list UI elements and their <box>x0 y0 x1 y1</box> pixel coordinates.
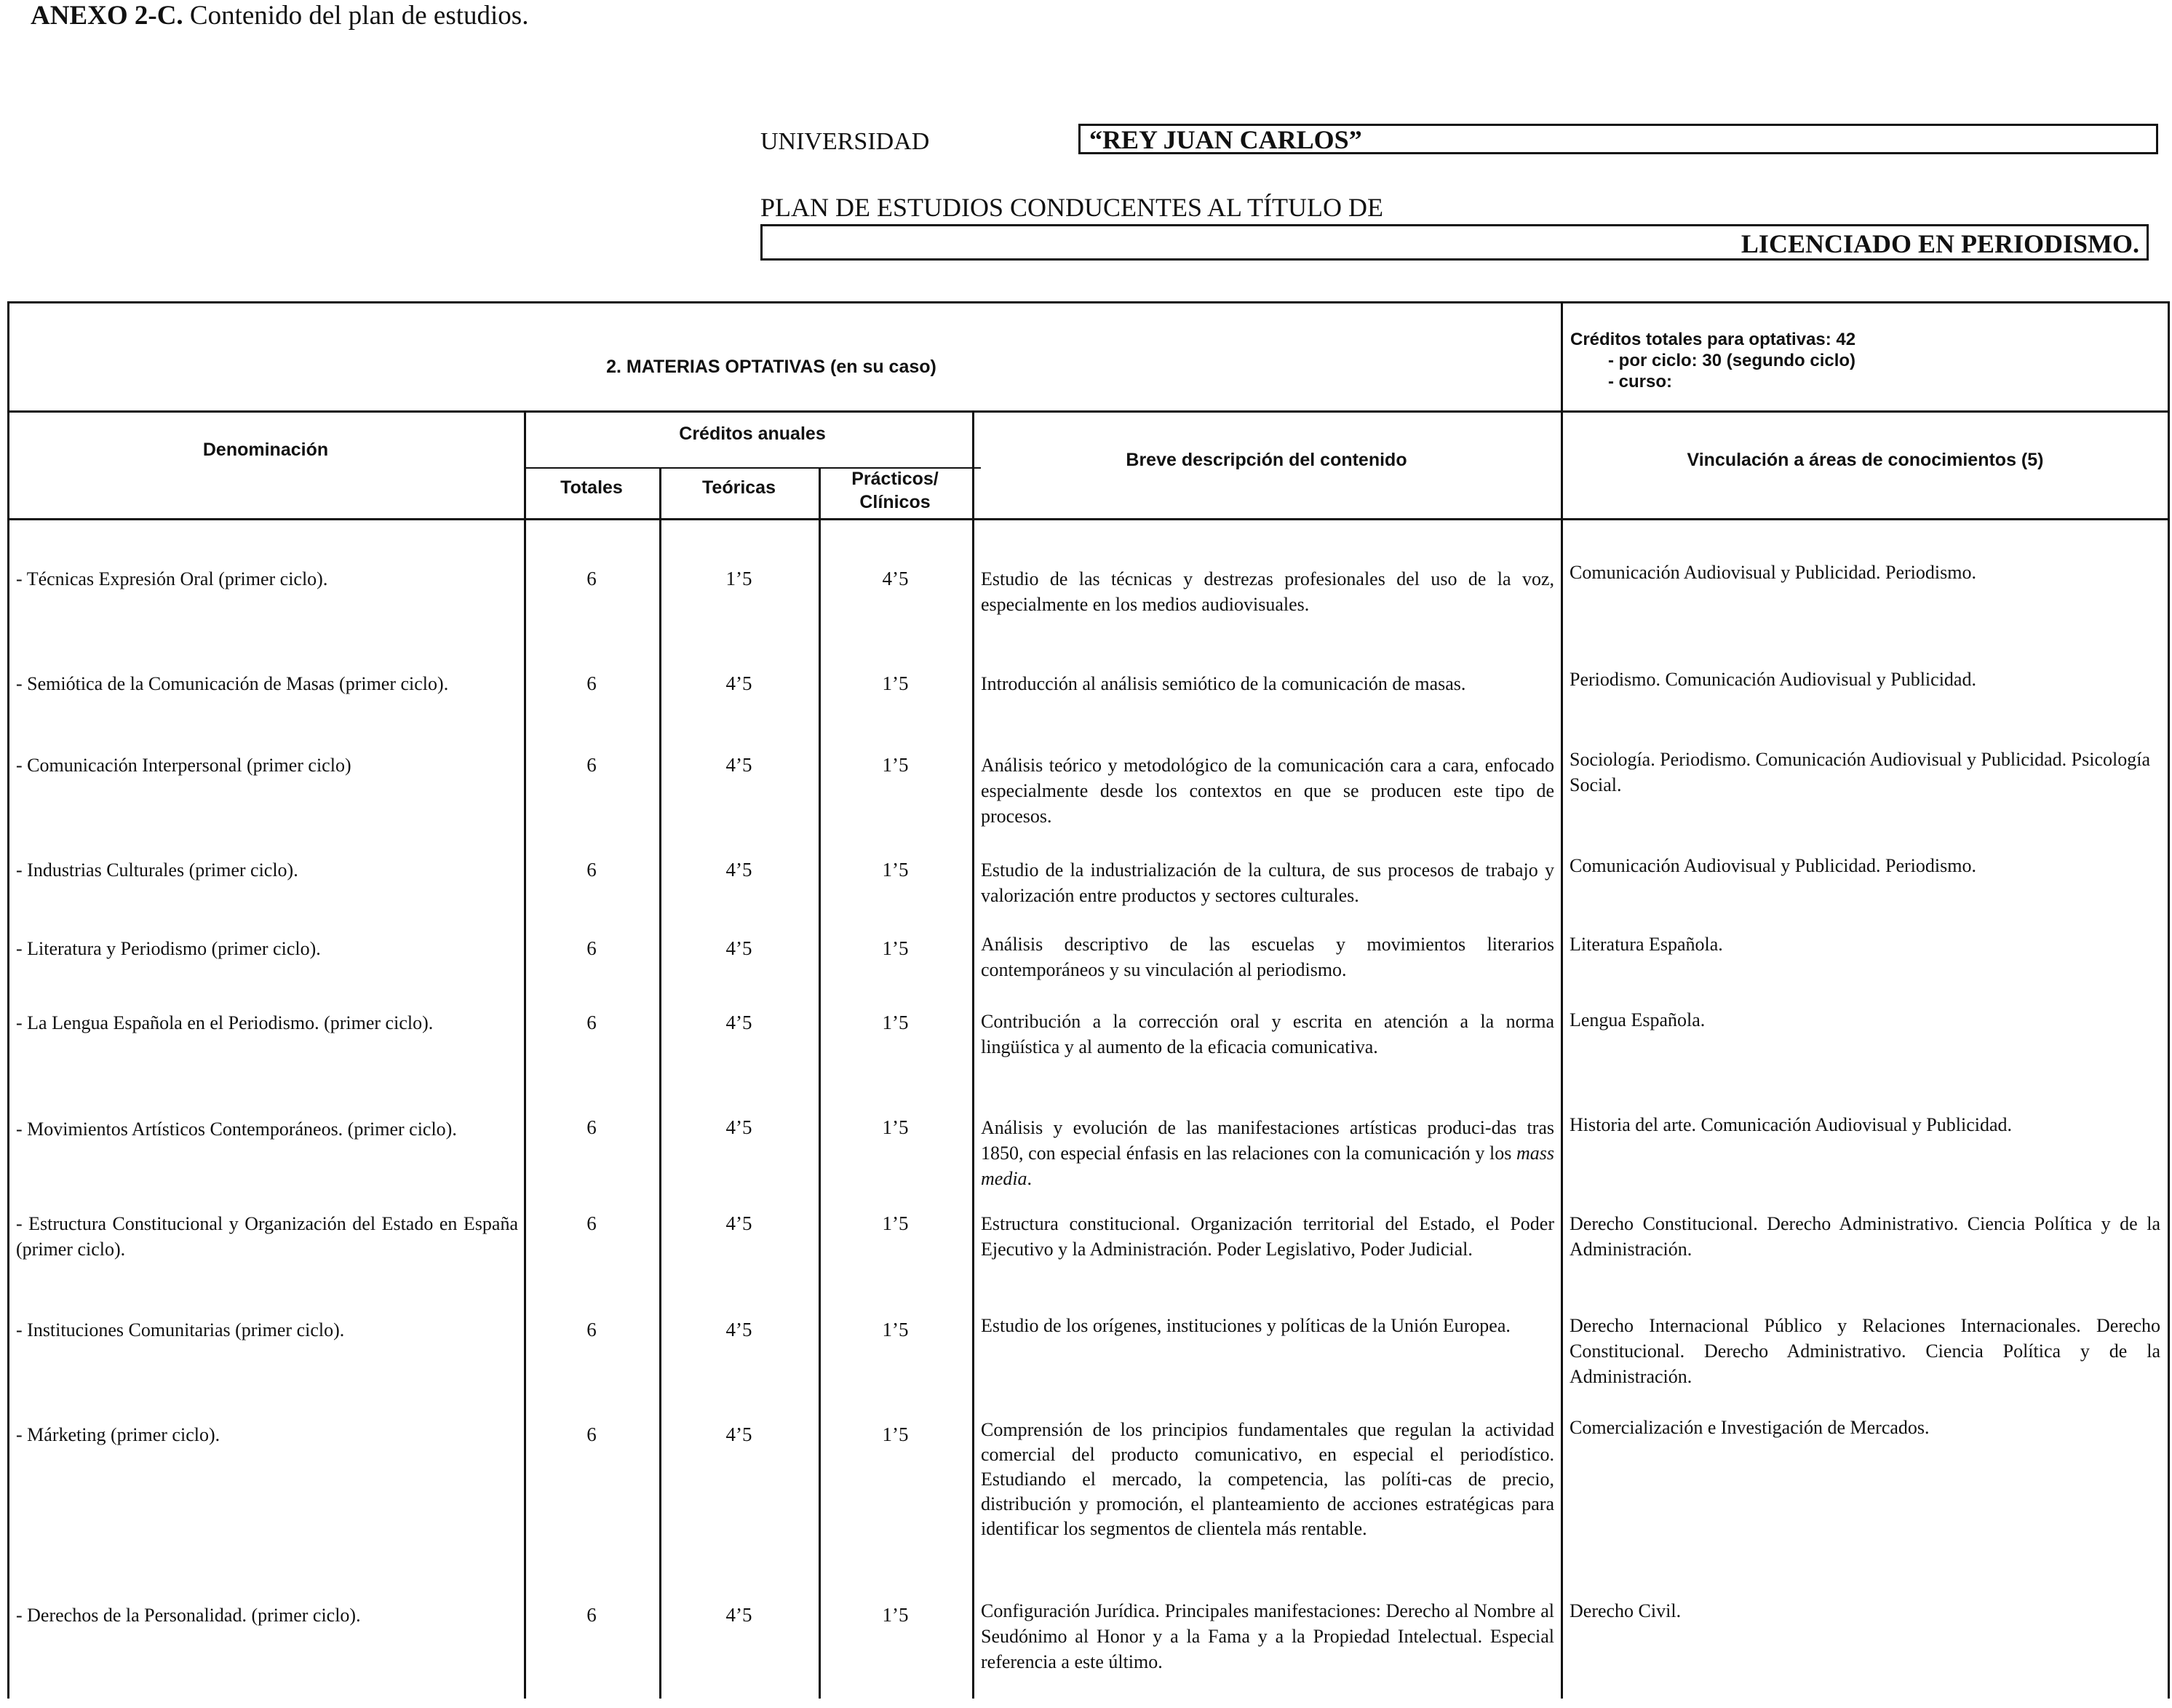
row-denominacion: - Estructura Constitucional y Organización del Estado en España (primer ciclo). <box>16 1213 518 1260</box>
header-creditos-anuales: Créditos anuales <box>679 424 826 444</box>
row-totales: 6 <box>586 1604 597 1626</box>
row-descripcion: Introducción al análisis semiótico de la comunicación de masas. <box>981 673 1466 694</box>
row-totales: 6 <box>586 937 597 959</box>
row-descripcion <box>981 1115 1554 1191</box>
row-areas: Literatura Española. <box>1570 934 1723 955</box>
row-practicos: 1’5 <box>882 754 909 776</box>
credits-total: Créditos totales para optativas: 42 <box>1570 330 1856 349</box>
header-totales: Totales <box>560 477 623 498</box>
header-practicos: Prácticos/ Clínicos <box>851 469 939 512</box>
row-denominacion: - Movimientos Artísticos Contemporáneos. (primer ciclo). <box>16 1119 457 1140</box>
row-teoricas: 4’5 <box>725 1319 752 1340</box>
row-totales: 6 <box>586 1423 597 1445</box>
row-descripcion: Contribución a la corrección oral y escrita en atención a la norma lingüística y al aumento de la eficacia comunicativa. <box>981 1011 1554 1057</box>
row-descripcion-end: . <box>1027 1168 1033 1189</box>
annex-heading: ANEXO 2-C. Contenido del plan de estudios. <box>31 1 529 31</box>
row-denominacion: - Márketing (primer ciclo). <box>16 1424 220 1445</box>
row-areas: Derecho Internacional Público y Relaciones Internacionales. Derecho Constitucional. Derecho Administrativo. Ciencia Política y de la Administración. <box>1570 1315 2160 1387</box>
col-line-practicos <box>819 467 821 1699</box>
row-totales: 6 <box>586 568 597 589</box>
row-descripcion: Configuración Jurídica. Principales manifestaciones: Derecho al Nombre al Seudónimo al Honor y a la Fama y a la Propiedad Intelectual. Especial referencia a este último. <box>981 1600 1554 1672</box>
row-descripcion-italic: mass media <box>981 1143 1554 1189</box>
rule-after-header <box>7 518 2170 520</box>
row-practicos: 1’5 <box>882 1012 909 1033</box>
header-descripcion: Breve descripción del contenido <box>1126 450 1407 470</box>
row-denominacion: - Instituciones Comunitarias (primer ciclo). <box>16 1319 345 1340</box>
row-practicos: 1’5 <box>882 1212 909 1234</box>
row-practicos: 1’5 <box>882 1423 909 1445</box>
row-areas: Comercialización e Investigación de Mercados. <box>1570 1417 1930 1438</box>
credits-by-course: - curso: <box>1608 372 1673 392</box>
credits-summary <box>1570 329 1855 392</box>
row-teoricas: 4’5 <box>725 1423 752 1445</box>
row-areas: Sociología. Periodismo. Comunicación Audiovisual y Publicidad. Psicología Social. <box>1570 749 2151 795</box>
row-areas: Comunicación Audiovisual y Publicidad. Periodismo. <box>1570 855 1976 876</box>
credits-by-cycle: - por ciclo: 30 (segundo ciclo) <box>1608 351 1856 370</box>
row-denominacion: - Derechos de la Personalidad. (primer ciclo). <box>16 1605 361 1626</box>
table-border-left <box>7 301 9 1699</box>
row-teoricas: 4’5 <box>725 1604 752 1626</box>
row-teoricas: 4’5 <box>725 1012 752 1033</box>
row-totales: 6 <box>586 672 597 694</box>
row-denominacion: - Técnicas Expresión Oral (primer ciclo). <box>16 568 328 589</box>
header-denominacion: Denominación <box>202 440 329 460</box>
rule-after-section <box>7 410 2170 413</box>
row-totales: 6 <box>586 754 597 776</box>
row-descripcion: Análisis descriptivo de las escuelas y movimientos literarios contemporáneos y su vinculación al periodismo. <box>981 934 1554 980</box>
university-box <box>1078 124 2158 154</box>
row-descripcion: Estudio de la industrialización de la cultura, de sus procesos de trabajo y valorización entre productos y sectores culturales. <box>981 859 1554 906</box>
university-label: UNIVERSIDAD <box>760 128 930 155</box>
row-practicos: 1’5 <box>882 937 909 959</box>
row-teoricas: 4’5 <box>725 1116 752 1138</box>
col-line-area <box>1561 301 1563 1699</box>
row-areas: Derecho Constitucional. Derecho Administrativo. Ciencia Política y de la Administración. <box>1570 1213 2160 1260</box>
row-totales: 6 <box>586 1116 597 1138</box>
row-teoricas: 4’5 <box>725 672 752 694</box>
section-title: 2. MATERIAS OPTATIVAS (en su caso) <box>606 357 936 377</box>
row-areas: Derecho Civil. <box>1570 1600 1682 1621</box>
col-line-descripcion <box>972 410 974 1699</box>
row-descripcion: Estructura constitucional. Organización territorial del Estado, el Poder Ejecutivo y la Administración. Poder Legislativo, Poder Judicial. <box>981 1213 1554 1260</box>
row-descripcion: Comprensión de los principios fundamentales que regulan la actividad comercial del producto comunicativo, en especial el periodístico. Estudiando el mercado, la competencia, las políti-cas de precio, distribución y promoción, el planteamiento de acciones estratégicas para identificar los segmentos de clientela más rentable. <box>981 1419 1554 1539</box>
row-areas: Periodismo. Comunicación Audiovisual y Publicidad. <box>1570 669 1976 690</box>
row-practicos: 4’5 <box>882 568 909 589</box>
row-totales: 6 <box>586 1319 597 1340</box>
row-denominacion: - Industrias Culturales (primer ciclo). <box>16 859 298 881</box>
table-border-top <box>7 301 2170 303</box>
row-descripcion: Estudio de las técnicas y destrezas profesionales del uso de la voz, especialmente en los medios audiovisuales. <box>981 568 1554 615</box>
row-practicos: 1’5 <box>882 672 909 694</box>
row-totales: 6 <box>586 1012 597 1033</box>
row-teoricas: 4’5 <box>725 859 752 881</box>
row-totales: 6 <box>586 859 597 881</box>
university-value: “REY JUAN CARLOS” <box>1089 125 1362 154</box>
row-areas: Historia del arte. Comunicación Audiovisual y Publicidad. <box>1570 1114 2013 1135</box>
row-practicos: 1’5 <box>882 1116 909 1138</box>
degree-title-value: LICENCIADO EN PERIODISMO. <box>1741 229 2139 258</box>
row-practicos: 1’5 <box>882 1319 909 1340</box>
row-totales: 6 <box>586 1212 597 1234</box>
degree-title-box <box>760 224 2149 261</box>
row-descripcion-text: Análisis y evolución de las manifestaciones artísticas produci-das tras 1850, con especial énfasis en las relaciones con la comunicación y los <box>981 1117 1554 1164</box>
table-border-right <box>2168 301 2170 1699</box>
row-denominacion: - La Lengua Española en el Periodismo. (primer ciclo). <box>16 1012 434 1033</box>
row-denominacion: - Literatura y Periodismo (primer ciclo). <box>16 938 321 959</box>
row-teoricas: 4’5 <box>725 937 752 959</box>
row-descripcion: Análisis teórico y metodológico de la comunicación cara a cara, enfocado especialmente desde los contextos en que se producen este tipo de procesos. <box>981 755 1554 827</box>
row-denominacion: - Semiótica de la Comunicación de Masas (primer ciclo). <box>16 673 449 694</box>
optional-subjects-table <box>7 301 2170 1699</box>
row-practicos: 1’5 <box>882 1604 909 1626</box>
row-areas: Comunicación Audiovisual y Publicidad. Periodismo. <box>1570 562 1976 583</box>
row-descripcion: Estudio de los orígenes, instituciones y políticas de la Unión Europea. <box>981 1315 1511 1336</box>
header-teoricas: Teóricas <box>702 477 776 498</box>
plan-label: PLAN DE ESTUDIOS CONDUCENTES AL TÍTULO DE <box>760 193 1383 222</box>
header-vinculacion: Vinculación a áreas de conocimientos (5) <box>1687 450 2044 470</box>
col-line-totales <box>524 410 526 1699</box>
row-denominacion: - Comunicación Interpersonal (primer ciclo) <box>16 755 351 776</box>
row-teoricas: 4’5 <box>725 754 752 776</box>
row-areas: Lengua Española. <box>1570 1009 1706 1030</box>
row-practicos: 1’5 <box>882 859 909 881</box>
row-teoricas: 1’5 <box>725 568 752 589</box>
row-teoricas: 4’5 <box>725 1212 752 1234</box>
col-line-teoricas <box>659 467 661 1699</box>
